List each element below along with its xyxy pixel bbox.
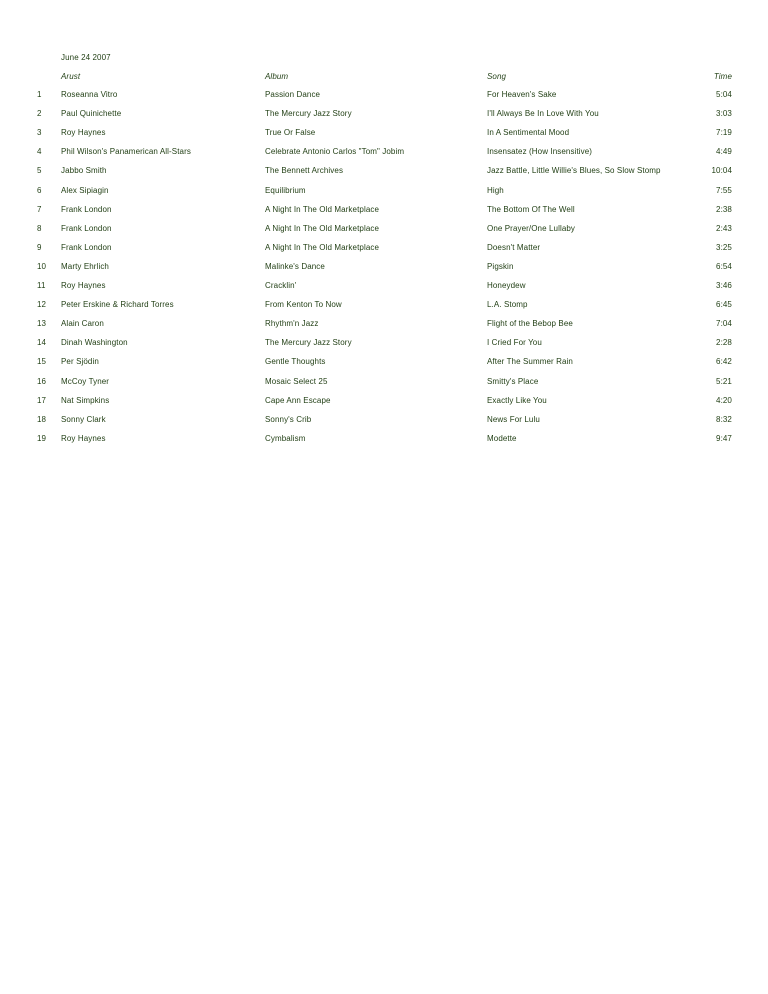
table-row (0, 433, 768, 445)
row-number: 18 (37, 414, 47, 424)
row-album: Rhythm'n Jazz (265, 319, 319, 329)
table-row (0, 261, 768, 273)
row-song: Flight of the Bebop Bee (487, 319, 573, 329)
row-album: The Mercury Jazz Story (265, 338, 352, 348)
row-time: 6:42 (716, 357, 732, 367)
row-time: 3:25 (716, 242, 732, 252)
row-time: 10:04 (711, 166, 732, 176)
table-row (0, 89, 768, 101)
row-artist: Roy Haynes (61, 281, 106, 290)
row-song: Insensatez (How Insensitive) (487, 147, 593, 157)
table-row (0, 127, 768, 139)
table-row (0, 337, 768, 349)
row-number: 3 (37, 128, 42, 138)
header-time: Time (713, 72, 732, 81)
row-artist: Marty Ehrlich (61, 261, 109, 271)
row-time: 5:21 (716, 376, 732, 386)
row-number: 8 (37, 223, 42, 233)
table-row (0, 395, 768, 407)
table-row (0, 376, 768, 388)
row-number: 5 (37, 166, 42, 176)
row-song: News For Lulu (487, 414, 540, 424)
table-row (0, 414, 768, 426)
row-artist: Nat Simpkins (61, 395, 110, 405)
row-artist: Jabbo Smith (61, 166, 107, 176)
row-song: In A Sentimental Mood (487, 128, 570, 138)
row-number: 2 (37, 109, 42, 119)
row-number: 19 (37, 433, 47, 443)
header-artist: Arust (61, 72, 81, 81)
row-song: One Prayer/One Lullaby (487, 223, 576, 233)
row-album: Cracklin' (265, 281, 297, 290)
row-album: True Or False (265, 128, 316, 138)
row-artist: Roy Haynes (61, 433, 106, 443)
row-song: After The Summer Rain (487, 357, 573, 367)
row-number: 11 (37, 281, 46, 290)
row-song: L.A. Stomp (487, 300, 528, 310)
row-album: A Night In The Old Marketplace (265, 242, 380, 252)
row-time: 6:45 (716, 300, 732, 310)
row-album: Celebrate Antonio Carlos "Tom" Jobim (265, 147, 405, 157)
row-song: Modette (487, 433, 517, 443)
table-row (0, 242, 768, 254)
date-label: June 24 2007 (61, 53, 111, 62)
row-time: 4:20 (716, 395, 732, 405)
table-row (0, 146, 768, 158)
row-album: The Bennett Archives (265, 166, 344, 176)
row-number: 15 (37, 357, 47, 367)
row-number: 17 (37, 395, 47, 405)
row-artist: Frank London (61, 223, 112, 233)
table-row (0, 108, 768, 120)
row-time: 7:55 (716, 185, 732, 195)
table-row (0, 280, 768, 292)
row-artist: Phil Wilson's Panamerican All-Stars (61, 147, 191, 157)
row-album: Equilibrium (265, 185, 306, 195)
row-artist: Frank London (61, 204, 112, 214)
row-song: Honeydew (487, 281, 526, 290)
row-album: Cape Ann Escape (265, 395, 331, 405)
table-row (0, 223, 768, 235)
row-album: Malinke's Dance (265, 261, 325, 271)
row-time: 9:47 (716, 433, 732, 443)
row-number: 13 (37, 319, 47, 329)
row-album: The Mercury Jazz Story (265, 109, 352, 119)
row-artist: Roseanna Vitro (61, 90, 118, 99)
row-album: Cymbalism (265, 433, 306, 443)
row-time: 3:03 (716, 109, 732, 119)
row-number: 12 (37, 300, 47, 310)
row-number: 16 (37, 376, 47, 386)
row-artist: Alex Sipiagin (61, 185, 109, 195)
row-song: For Heaven's Sake (487, 90, 557, 99)
table-row (0, 185, 768, 197)
row-song: I'll Always Be In Love With You (487, 109, 599, 119)
row-song: Smitty's Place (487, 376, 539, 386)
row-song: Jazz Battle, Little Willie's Blues, So Slow Stomp (487, 166, 661, 176)
table-header (0, 71, 768, 83)
row-number: 6 (37, 185, 42, 195)
row-number: 14 (37, 338, 47, 348)
table-row (0, 318, 768, 330)
row-artist: Frank London (61, 242, 112, 252)
row-song: I Cried For You (487, 338, 542, 348)
table-row (0, 204, 768, 216)
row-album: Passion Dance (265, 90, 321, 99)
row-artist: Alain Caron (61, 319, 104, 329)
row-artist: Roy Haynes (61, 128, 106, 138)
row-artist: Dinah Washington (61, 338, 128, 348)
row-time: 2:43 (716, 223, 732, 233)
row-time: 3:46 (716, 281, 732, 290)
header-album: Album (265, 72, 289, 81)
row-artist: McCoy Tyner (61, 376, 110, 386)
row-song: High (487, 185, 504, 195)
table-row (0, 299, 768, 311)
table-row (0, 165, 768, 177)
row-number: 1 (37, 90, 42, 99)
row-song: Pigskin (487, 261, 514, 271)
row-artist: Paul Quinichette (61, 109, 122, 119)
row-time: 7:19 (716, 128, 732, 138)
row-song: Exactly Like You (487, 395, 547, 405)
row-artist: Sonny Clark (61, 414, 106, 424)
row-time: 2:28 (716, 338, 732, 348)
table-row (0, 356, 768, 368)
row-album: Mosaic Select 25 (265, 376, 328, 386)
row-time: 2:38 (716, 204, 732, 214)
row-time: 5:04 (716, 90, 732, 99)
row-album: A Night In The Old Marketplace (265, 223, 380, 233)
row-number: 9 (37, 242, 42, 252)
row-number: 10 (37, 261, 47, 271)
row-number: 7 (37, 204, 42, 214)
row-album: Sonny's Crib (265, 414, 312, 424)
row-time: 7:04 (716, 319, 732, 329)
row-artist: Peter Erskine & Richard Torres (61, 300, 174, 310)
row-artist: Per Sjödin (61, 357, 99, 367)
row-time: 8:32 (716, 414, 732, 424)
row-album: Gentle Thoughts (265, 357, 326, 367)
row-number: 4 (37, 147, 42, 157)
row-time: 4:49 (716, 147, 732, 157)
row-song: Doesn't Matter (487, 242, 541, 252)
row-album: A Night In The Old Marketplace (265, 204, 380, 214)
row-song: The Bottom Of The Well (487, 204, 575, 214)
header-song: Song (487, 72, 507, 81)
row-time: 6:54 (716, 261, 732, 271)
row-album: From Kenton To Now (265, 300, 342, 310)
